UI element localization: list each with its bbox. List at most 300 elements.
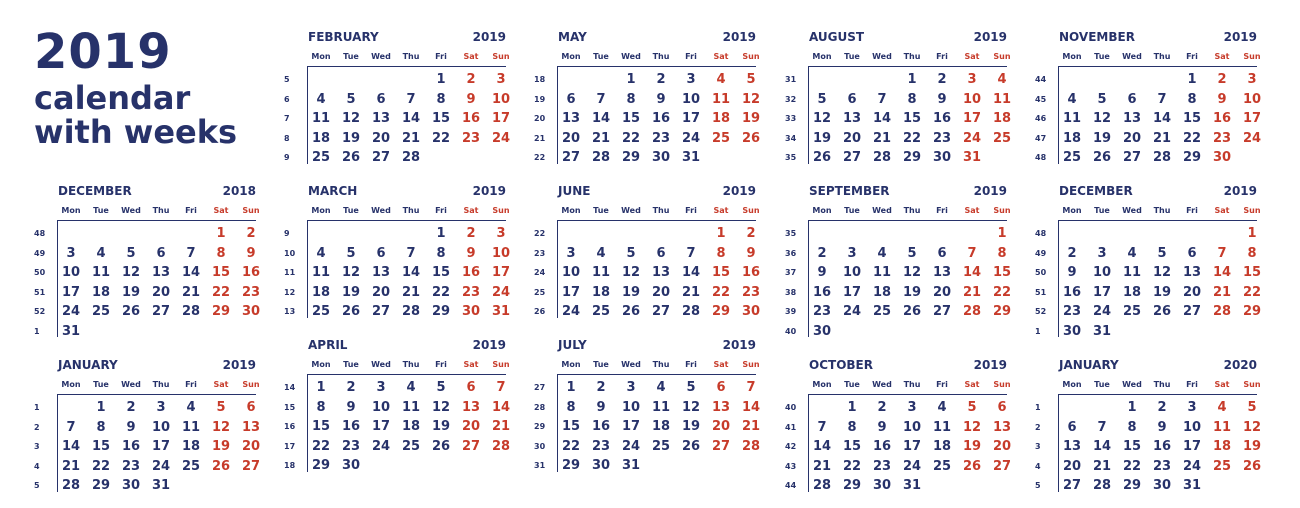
day-cell: 11 (651, 399, 671, 415)
day-cell: 29 (992, 304, 1012, 319)
day-cell: 4 (596, 245, 606, 261)
day-cell: 4 (716, 72, 726, 87)
day-cell: 28 (962, 304, 982, 319)
week-number: 8 (284, 133, 290, 143)
day-cell: 9 (937, 91, 947, 107)
week-number: 9 (284, 153, 290, 162)
day-cell: 5 (1157, 245, 1167, 261)
day-cell: 4 (316, 245, 326, 261)
day-cell: 19 (1152, 284, 1172, 300)
month-header (284, 338, 506, 356)
day-cell: 14 (681, 265, 701, 280)
month-year: 2019 (722, 184, 756, 198)
month-block (34, 358, 261, 508)
weekday-label: Thu (402, 206, 420, 215)
week-number: 50 (1035, 268, 1047, 277)
weekday-label: Tue (93, 380, 109, 389)
day-cell: 6 (937, 245, 947, 261)
month-year: 2019 (722, 30, 756, 44)
day-cell: 1 (626, 72, 636, 87)
day-cell: 18 (591, 284, 611, 300)
day-cell: 19 (341, 284, 361, 300)
day-cell: 27 (1122, 150, 1142, 165)
day-cell: 26 (681, 438, 701, 454)
week-number: 5 (284, 75, 290, 84)
day-cell: 21 (872, 130, 892, 146)
month-header (785, 358, 1007, 376)
day-cell: 17 (491, 265, 511, 280)
day-cell: 25 (311, 150, 331, 165)
week-number: 52 (34, 307, 46, 316)
day-cell: 1 (716, 226, 726, 241)
day-cell: 18 (932, 439, 952, 454)
week-number: 38 (785, 287, 797, 297)
day-cell: 5 (1247, 400, 1257, 415)
day-cell: 15 (561, 419, 581, 434)
day-cell: 28 (401, 304, 421, 319)
week-number: 40 (785, 326, 797, 336)
weekday-label: Thu (903, 52, 921, 61)
month-name: SEPTEMBER (809, 184, 890, 198)
weekday-label: Fri (936, 380, 948, 389)
day-cell: 22 (431, 284, 451, 300)
weekday-label: Thu (1153, 206, 1171, 215)
day-cell: 7 (1157, 91, 1167, 107)
day-cell: 5 (746, 72, 756, 87)
month-header (1035, 184, 1257, 202)
day-cell: 21 (61, 458, 81, 474)
day-cell: 3 (566, 245, 576, 261)
day-cell: 22 (1242, 284, 1262, 300)
month-block (1035, 358, 1262, 508)
day-cell: 22 (1122, 458, 1142, 474)
day-cell: 3 (376, 380, 386, 395)
day-cell: 20 (1062, 458, 1082, 474)
day-cell: 21 (741, 419, 761, 434)
day-cell: 2 (877, 400, 887, 415)
week-number: 51 (34, 287, 46, 297)
weekday-label: Sun (492, 52, 510, 61)
day-cell: 26 (341, 304, 361, 319)
week-number: 5 (34, 481, 40, 490)
day-cell: 2 (1067, 245, 1077, 261)
day-cell: 7 (1097, 419, 1107, 435)
day-cell: 6 (376, 91, 386, 107)
day-cell: 13 (992, 419, 1012, 435)
weekday-label: Wed (1122, 206, 1142, 215)
day-cell: 7 (66, 419, 76, 435)
day-cell: 7 (967, 245, 977, 261)
day-cell: 9 (466, 245, 476, 261)
day-cell: 23 (341, 438, 361, 454)
weekday-label: Sun (742, 360, 760, 369)
day-cell: 7 (686, 245, 696, 261)
day-cell: 16 (341, 419, 361, 434)
week-number: 34 (785, 133, 797, 143)
week-number: 37 (785, 268, 797, 277)
day-cell: 27 (371, 150, 391, 165)
weekday-header (1059, 52, 1261, 67)
day-cell: 9 (817, 265, 827, 280)
day-cell: 13 (561, 111, 581, 126)
day-cell: 3 (626, 380, 636, 395)
day-cell: 27 (151, 304, 171, 319)
day-cell: 4 (937, 400, 947, 415)
weekday-header (558, 52, 760, 67)
month-block (34, 184, 261, 339)
day-cell: 21 (181, 284, 201, 300)
day-cell: 2 (1217, 72, 1227, 87)
day-cell: 3 (907, 400, 917, 415)
weekday-label: Fri (185, 380, 197, 389)
day-cell: 3 (1097, 245, 1107, 261)
day-cell: 25 (651, 438, 671, 454)
day-cell: 1 (997, 226, 1007, 241)
day-cell: 16 (461, 265, 481, 280)
day-cell: 26 (1092, 150, 1112, 165)
weekday-header (308, 206, 510, 221)
day-cell: 18 (651, 419, 671, 434)
day-cell: 9 (1217, 91, 1227, 107)
day-cell: 5 (436, 380, 446, 395)
weekday-label: Thu (652, 52, 670, 61)
weekday-label: Tue (593, 52, 609, 61)
weekday-header (58, 380, 260, 395)
day-cell: 3 (1247, 72, 1257, 87)
weekday-label: Sat (964, 52, 980, 61)
day-cell: 15 (902, 111, 922, 126)
day-cell: 26 (121, 304, 141, 319)
day-cell: 1 (436, 72, 446, 87)
day-cell: 6 (847, 91, 857, 107)
weekday-label: Wed (121, 380, 141, 389)
weekday-label: Tue (93, 206, 109, 215)
weekday-label: Mon (561, 360, 581, 369)
week-number: 42 (785, 442, 797, 451)
week-number: 30 (534, 441, 546, 451)
weekday-label: Thu (402, 360, 420, 369)
day-cell: 27 (241, 458, 261, 474)
week-number: 49 (34, 248, 46, 258)
day-cell: 12 (1152, 265, 1172, 280)
day-cell: 25 (1212, 458, 1232, 474)
day-cell: 3 (1187, 400, 1197, 415)
day-cell: 11 (591, 265, 611, 280)
day-cell: 10 (1182, 419, 1202, 435)
day-cell: 29 (621, 150, 641, 165)
day-cell: 15 (992, 265, 1012, 280)
month-year: 2019 (973, 358, 1007, 372)
weekday-label: Fri (435, 206, 447, 215)
week-number: 47 (1035, 133, 1047, 143)
month-name: JANUARY (1059, 358, 1119, 372)
day-cell: 17 (151, 439, 171, 454)
day-cell: 10 (902, 419, 922, 435)
day-cell: 22 (1182, 130, 1202, 146)
weekday-label: Wed (621, 360, 641, 369)
day-cell: 22 (211, 284, 231, 300)
weekday-label: Mon (1062, 380, 1082, 389)
weekday-label: Fri (435, 360, 447, 369)
day-cell: 24 (371, 438, 391, 454)
week-number: 41 (785, 422, 797, 432)
day-cell: 16 (1062, 284, 1082, 300)
month-name: MARCH (308, 184, 358, 198)
title-year: 2019 (34, 24, 172, 80)
day-cell: 7 (817, 419, 827, 435)
day-cell: 12 (621, 265, 641, 280)
day-cell: 18 (1212, 439, 1232, 454)
month-year: 2019 (1223, 184, 1257, 198)
day-cell: 7 (596, 91, 606, 107)
day-cell: 22 (561, 438, 581, 454)
weekday-label: Mon (1062, 52, 1082, 61)
day-cell: 5 (686, 380, 696, 395)
day-cell: 11 (181, 419, 201, 435)
day-cell: 21 (681, 284, 701, 300)
weekday-label: Sat (713, 52, 729, 61)
weekday-label: Mon (1062, 206, 1082, 215)
day-cell: 14 (872, 111, 892, 126)
day-cell: 10 (621, 399, 641, 415)
day-cell: 26 (431, 438, 451, 454)
day-cell: 12 (1092, 111, 1112, 126)
day-cell: 8 (436, 245, 446, 261)
day-cell: 8 (566, 399, 576, 415)
day-cell: 28 (1092, 478, 1112, 493)
day-cell: 24 (61, 304, 81, 319)
week-number: 25 (534, 287, 546, 297)
day-cell: 6 (1127, 91, 1137, 107)
weekday-label: Fri (685, 52, 697, 61)
weekday-label: Sun (1243, 206, 1261, 215)
day-cell: 23 (121, 458, 141, 474)
weekday-label: Wed (1122, 380, 1142, 389)
day-cell: 14 (1152, 111, 1172, 126)
day-cell: 10 (561, 265, 581, 280)
weekday-label: Fri (685, 206, 697, 215)
week-number: 46 (1035, 114, 1047, 123)
day-cell: 29 (1242, 304, 1262, 319)
month-year: 2019 (472, 30, 506, 44)
day-cell: 28 (741, 438, 761, 454)
week-number: 29 (534, 422, 546, 431)
week-number: 2 (1035, 422, 1041, 432)
month-name: APRIL (308, 338, 348, 352)
day-cell: 10 (681, 91, 701, 107)
day-cell: 12 (902, 265, 922, 280)
weekday-label: Thu (1153, 380, 1171, 389)
day-cell: 8 (907, 91, 917, 107)
day-cell: 17 (371, 419, 391, 434)
day-cell: 30 (932, 150, 952, 165)
day-cell: 5 (216, 400, 226, 415)
weekday-label: Wed (621, 206, 641, 215)
week-number: 22 (534, 153, 546, 162)
weekday-label: Thu (903, 206, 921, 215)
month-block (785, 358, 1012, 508)
weekday-label: Wed (371, 52, 391, 61)
day-cell: 15 (1122, 439, 1142, 454)
day-cell: 1 (436, 226, 446, 241)
day-cell: 13 (151, 265, 171, 280)
day-cell: 28 (812, 478, 832, 493)
week-number: 12 (284, 287, 296, 297)
day-cell: 24 (561, 304, 581, 319)
day-cell: 28 (61, 478, 81, 493)
weekday-label: Tue (1094, 52, 1110, 61)
weekday-header (1059, 380, 1261, 395)
day-cell: 30 (1152, 478, 1172, 493)
day-cell: 29 (902, 150, 922, 165)
day-cell: 28 (1212, 304, 1232, 319)
day-cell: 23 (591, 438, 611, 454)
day-cell: 21 (591, 130, 611, 146)
day-cell: 4 (316, 91, 326, 107)
week-number: 44 (785, 481, 797, 490)
week-number: 44 (1035, 75, 1047, 84)
day-cell: 16 (1212, 111, 1232, 126)
month-year: 2019 (222, 358, 256, 372)
day-cell: 28 (1152, 150, 1172, 165)
day-cell: 24 (842, 304, 862, 319)
day-cell: 4 (1067, 91, 1077, 107)
day-cell: 14 (401, 111, 421, 126)
day-cell: 3 (156, 400, 166, 415)
day-cell: 25 (401, 438, 421, 454)
day-cell: 29 (211, 304, 231, 319)
day-cell: 18 (311, 130, 331, 146)
weekday-label: Mon (61, 380, 81, 389)
day-cell: 13 (651, 265, 671, 280)
month-name: NOVEMBER (1059, 30, 1135, 44)
day-cell: 3 (496, 226, 506, 241)
day-cell: 20 (932, 284, 952, 300)
day-cell: 13 (371, 265, 391, 280)
weekday-label: Thu (652, 206, 670, 215)
day-cell: 20 (1122, 130, 1142, 146)
month-year: 2019 (973, 184, 1007, 198)
day-cell: 17 (902, 439, 922, 454)
day-cell: 24 (151, 458, 171, 474)
weekday-header (809, 206, 1011, 221)
day-cell: 11 (1212, 419, 1232, 435)
day-cell: 18 (872, 284, 892, 300)
day-cell: 19 (681, 419, 701, 434)
day-cell: 23 (812, 304, 832, 319)
day-cell: 22 (902, 130, 922, 146)
day-cell: 16 (812, 284, 832, 300)
month-block (785, 184, 1012, 339)
day-cell: 22 (91, 458, 111, 474)
weekday-label: Fri (185, 206, 197, 215)
day-cell: 27 (992, 458, 1012, 474)
week-number: 31 (785, 75, 797, 84)
day-cell: 23 (1062, 304, 1082, 319)
weekday-label: Wed (621, 52, 641, 61)
day-cell: 7 (877, 91, 887, 107)
day-cell: 25 (591, 304, 611, 319)
day-cell: 24 (491, 284, 511, 300)
day-cell: 6 (376, 245, 386, 261)
weekday-label: Sat (1214, 380, 1230, 389)
month-year: 2018 (222, 184, 256, 198)
weekday-label: Sun (492, 360, 510, 369)
week-number: 13 (284, 307, 296, 316)
week-number: 3 (34, 442, 40, 451)
day-cell: 14 (1092, 439, 1112, 454)
weekday-header (1059, 206, 1261, 221)
day-cell: 15 (91, 439, 111, 454)
day-cell: 22 (431, 130, 451, 146)
day-cell: 20 (992, 439, 1012, 454)
day-cell: 26 (1242, 458, 1262, 474)
day-cell: 20 (711, 419, 731, 434)
weekday-label: Mon (812, 52, 832, 61)
day-cell: 14 (812, 439, 832, 454)
day-cell: 2 (466, 72, 476, 87)
day-cell: 1 (316, 380, 326, 395)
day-cell: 11 (872, 265, 892, 280)
week-number: 9 (284, 229, 290, 238)
month-name: DECEMBER (1059, 184, 1133, 198)
day-cell: 15 (621, 111, 641, 126)
day-cell: 9 (466, 91, 476, 107)
month-block (284, 184, 511, 334)
day-cell: 30 (591, 458, 611, 473)
month-block (1035, 184, 1262, 339)
day-cell: 24 (491, 130, 511, 146)
day-cell: 19 (431, 419, 451, 434)
day-cell: 4 (656, 380, 666, 395)
day-cell: 31 (1092, 323, 1112, 339)
month-block (1035, 30, 1262, 180)
day-cell: 15 (1242, 265, 1262, 280)
day-cell: 20 (371, 284, 391, 300)
day-cell: 7 (496, 380, 506, 395)
day-cell: 15 (711, 265, 731, 280)
day-cell: 21 (491, 419, 511, 434)
day-cell: 16 (741, 265, 761, 280)
day-cell: 17 (1092, 284, 1112, 300)
day-cell: 5 (346, 91, 356, 107)
day-cell: 2 (246, 226, 256, 241)
day-cell: 8 (716, 245, 726, 261)
day-cell: 16 (241, 265, 261, 280)
week-number: 5 (1035, 481, 1041, 490)
day-cell: 7 (186, 245, 196, 261)
day-cell: 27 (1062, 478, 1082, 493)
weekday-label: Wed (121, 206, 141, 215)
day-cell: 23 (461, 284, 481, 300)
day-cell: 7 (406, 91, 416, 107)
day-cell: 25 (992, 130, 1012, 146)
weekday-label: Sun (993, 52, 1011, 61)
day-cell: 7 (406, 245, 416, 261)
day-cell: 24 (1182, 458, 1202, 474)
day-cell: 14 (1212, 265, 1232, 280)
day-cell: 27 (651, 304, 671, 319)
day-cell: 29 (1182, 150, 1202, 165)
day-cell: 7 (746, 380, 756, 395)
weekday-label: Mon (812, 380, 832, 389)
day-cell: 18 (401, 419, 421, 434)
day-cell: 9 (246, 245, 256, 261)
weekday-label: Sat (463, 206, 479, 215)
day-cell: 19 (621, 284, 641, 300)
day-cell: 14 (61, 439, 81, 454)
weekday-label: Sun (492, 206, 510, 215)
